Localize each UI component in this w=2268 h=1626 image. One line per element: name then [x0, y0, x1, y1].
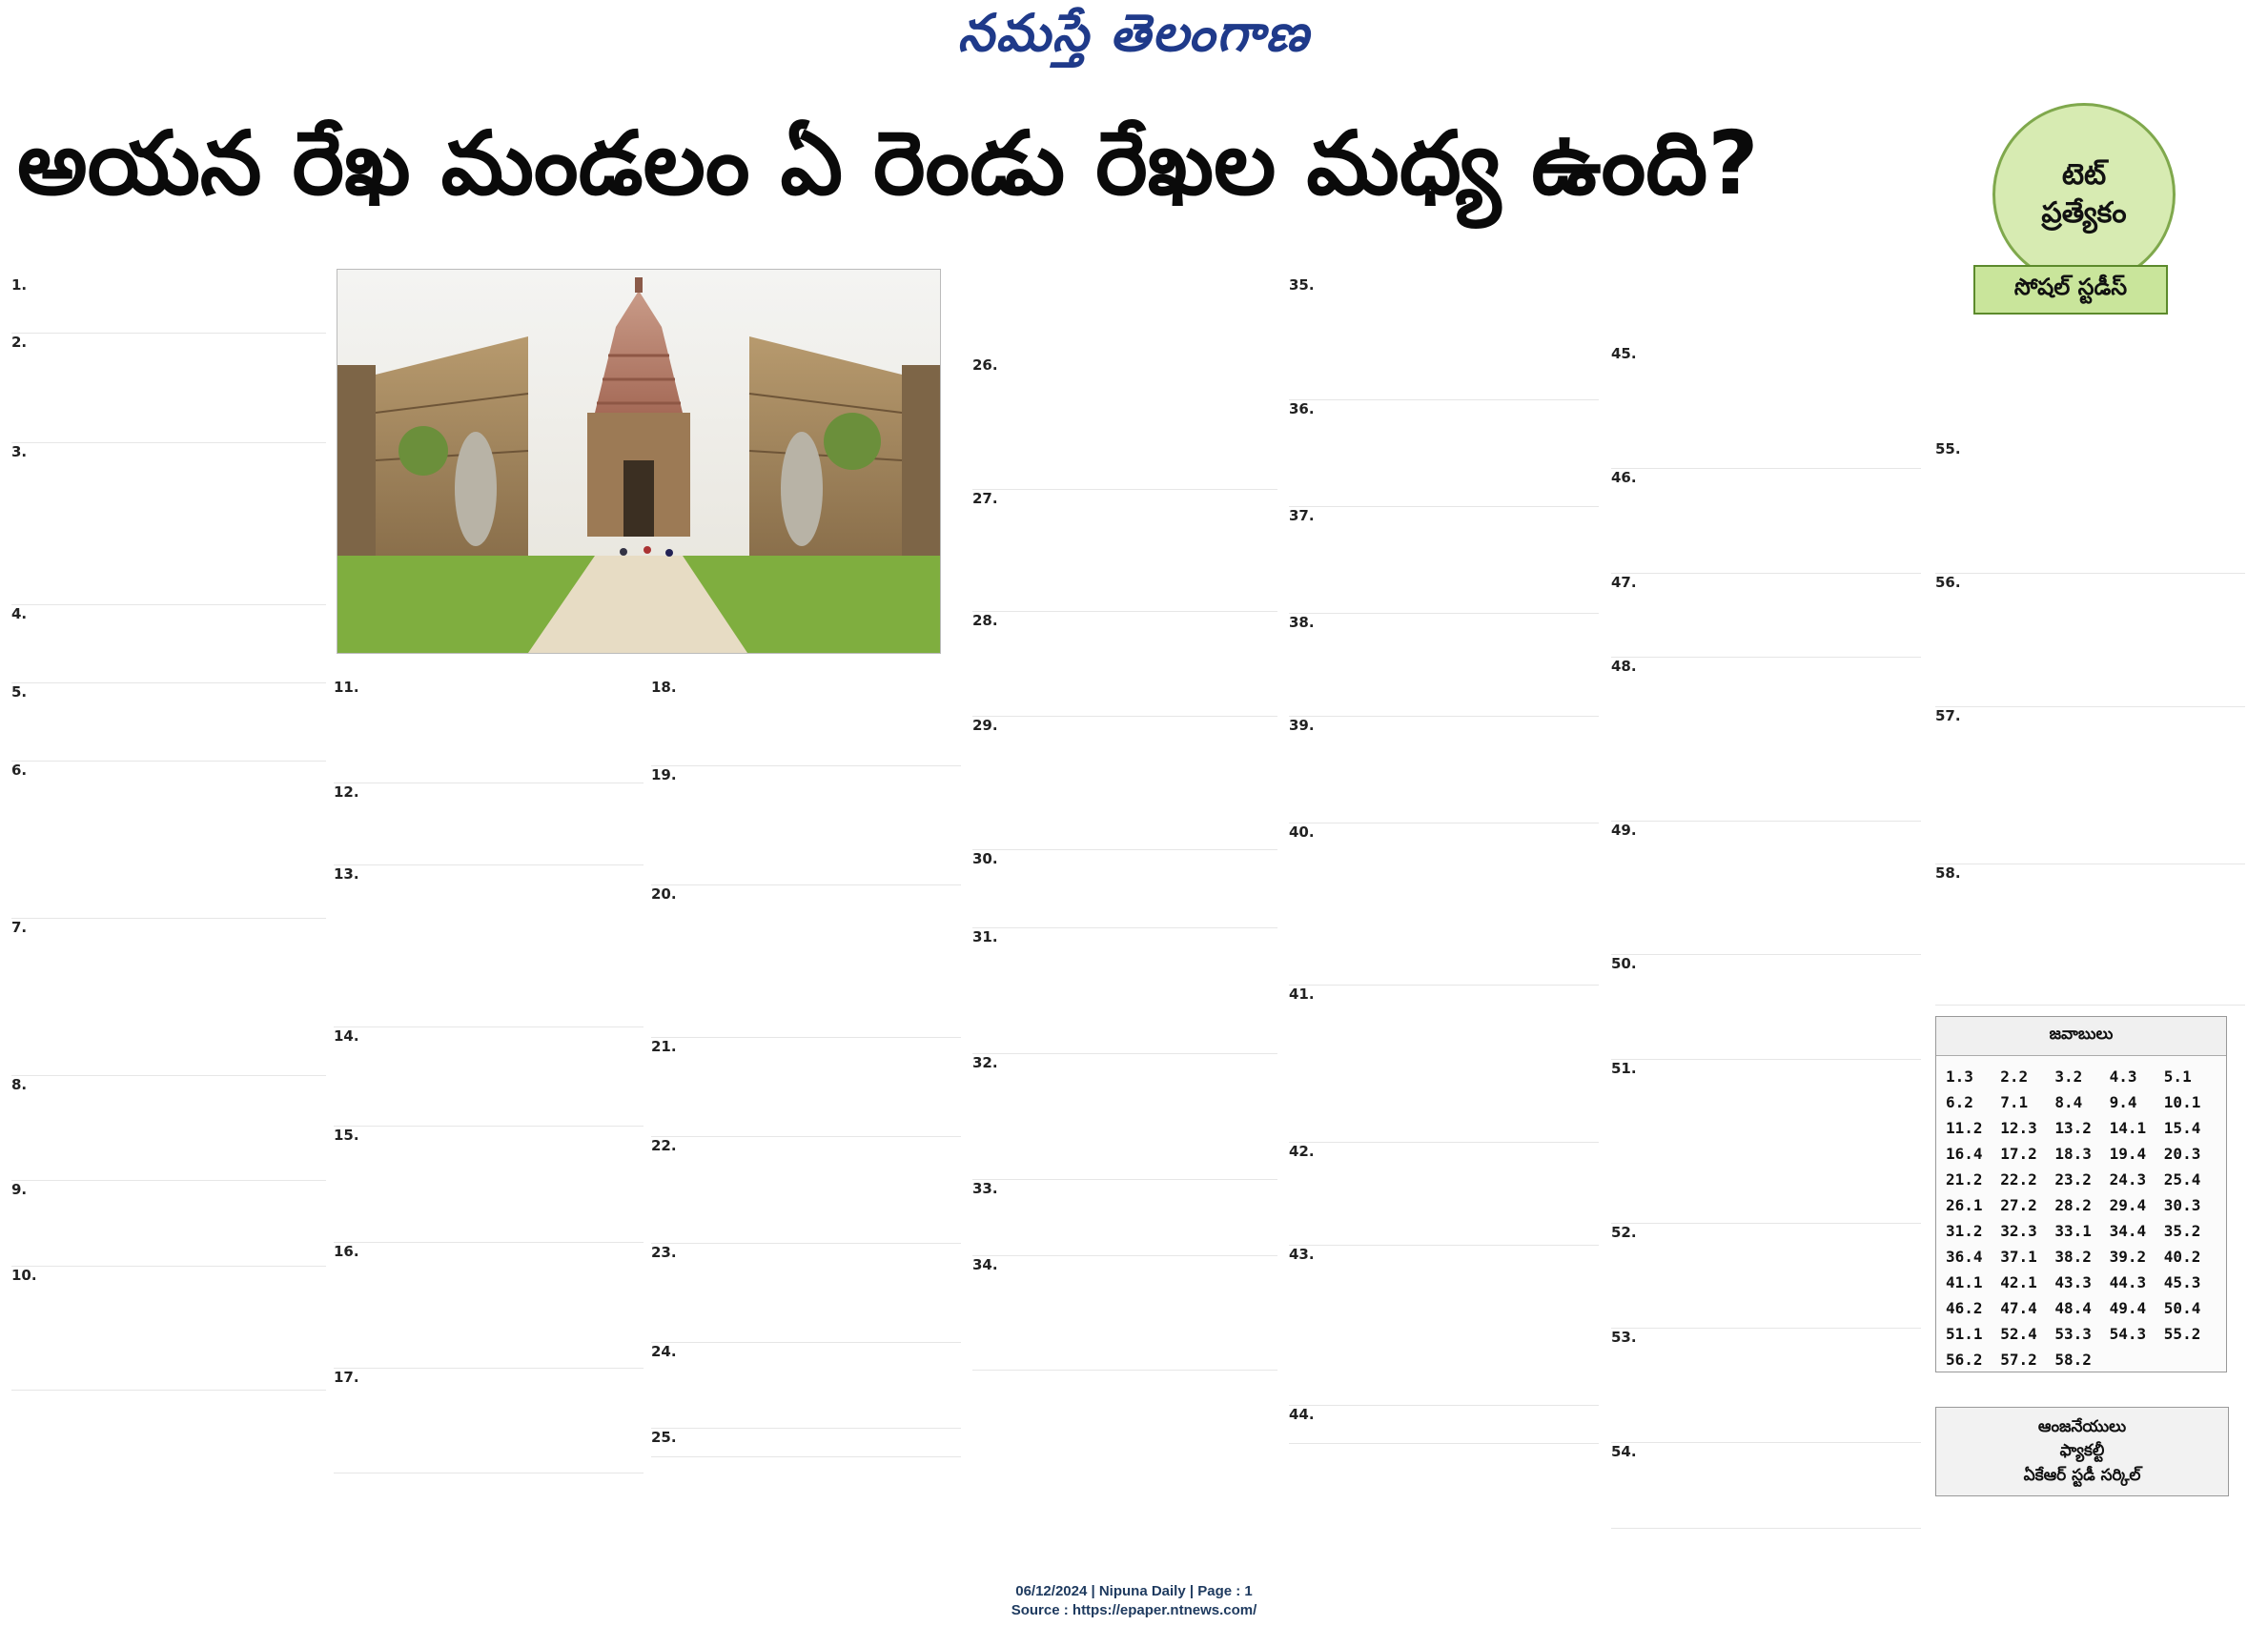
question-item — [1611, 574, 1921, 658]
answer-key-item: 22.2 — [2000, 1170, 2037, 1189]
answer-key-item: 30.3 — [2163, 1196, 2201, 1214]
question-item — [972, 356, 1277, 490]
author-institute: ఏకేఆర్ స్టడీ సర్కిల్ — [2023, 1465, 2141, 1485]
question-number: 24. — [651, 1343, 677, 1360]
question-item — [11, 1267, 326, 1391]
question-item — [1611, 345, 1921, 469]
question-number: 55. — [1935, 440, 1961, 457]
answer-key-item: 28.2 — [2054, 1196, 2092, 1214]
question-item — [1611, 822, 1921, 955]
question-item — [334, 783, 644, 865]
answer-key-item: 17.2 — [2000, 1145, 2037, 1163]
question-number: 9. — [11, 1181, 28, 1198]
question-item — [11, 1076, 326, 1181]
question-item — [334, 679, 644, 783]
question-item — [1289, 1406, 1599, 1444]
question-number: 26. — [972, 356, 998, 374]
answer-key-grid — [1936, 1056, 2226, 1380]
question-item — [11, 762, 326, 919]
answer-key-item: 27.2 — [2000, 1196, 2037, 1214]
questions-column-3 — [651, 679, 961, 1457]
question-item — [1289, 1246, 1599, 1406]
answer-key-item: 24.3 — [2109, 1170, 2147, 1189]
question-number: 25. — [651, 1429, 677, 1446]
answer-key-item: 3.2 — [2054, 1067, 2083, 1086]
answer-key-item: 50.4 — [2163, 1299, 2201, 1317]
answer-key-item: 40.2 — [2163, 1248, 2201, 1266]
answer-key-item: 53.3 — [2054, 1325, 2092, 1343]
question-number: 57. — [1935, 707, 1961, 724]
answer-key-item: 49.4 — [2109, 1299, 2147, 1317]
question-number: 34. — [972, 1256, 998, 1273]
question-item — [651, 885, 961, 1038]
question-number: 3. — [11, 443, 28, 460]
page-footer — [0, 1582, 2268, 1620]
answer-key-item: 54.3 — [2109, 1325, 2147, 1343]
questions-column-2 — [334, 679, 644, 1474]
question-item — [1289, 507, 1599, 614]
question-item — [1611, 955, 1921, 1060]
answer-key-item: 9.4 — [2109, 1093, 2137, 1111]
question-number: 51. — [1611, 1060, 1637, 1077]
badge-line-1: టెట్ — [2061, 157, 2107, 192]
question-number: 50. — [1611, 955, 1637, 972]
question-number: 52. — [1611, 1224, 1637, 1241]
answer-key-item: 56.2 — [1946, 1351, 1983, 1369]
answer-key-item: 13.2 — [2054, 1119, 2092, 1137]
question-item — [1611, 1060, 1921, 1224]
answer-key-item: 4.3 — [2109, 1067, 2137, 1086]
question-number: 28. — [972, 612, 998, 629]
question-item — [11, 683, 326, 762]
answer-key-item: 35.2 — [2163, 1222, 2201, 1240]
answer-key-item: 37.1 — [2000, 1248, 2037, 1266]
question-number: 2. — [11, 334, 28, 351]
question-item — [1935, 864, 2245, 1006]
question-item — [1289, 986, 1599, 1143]
question-number: 44. — [1289, 1406, 1315, 1423]
question-number: 15. — [334, 1127, 359, 1144]
question-number: 37. — [1289, 507, 1315, 524]
question-number: 29. — [972, 717, 998, 734]
question-number: 42. — [1289, 1143, 1315, 1160]
question-number: 46. — [1611, 469, 1637, 486]
question-item — [1289, 1143, 1599, 1246]
question-number: 54. — [1611, 1443, 1637, 1460]
question-item — [972, 850, 1277, 928]
question-number: 22. — [651, 1137, 677, 1154]
answer-key-item: 19.4 — [2109, 1145, 2147, 1163]
answer-key-item: 5.1 — [2163, 1067, 2192, 1086]
question-number: 43. — [1289, 1246, 1315, 1263]
question-number: 45. — [1611, 345, 1637, 362]
answer-key-item: 18.3 — [2054, 1145, 2092, 1163]
question-number: 49. — [1611, 822, 1637, 839]
question-number: 40. — [1289, 823, 1315, 841]
question-number: 13. — [334, 865, 359, 883]
questions-column-5 — [1289, 276, 1599, 1444]
question-item — [651, 1343, 961, 1429]
question-number: 33. — [972, 1180, 998, 1197]
question-item — [1289, 614, 1599, 717]
question-item — [651, 679, 961, 766]
answer-key-item: 51.1 — [1946, 1325, 1983, 1343]
question-item — [651, 1244, 961, 1343]
author-role: ఫ్యాకల్టీ — [2059, 1441, 2105, 1461]
question-item — [972, 612, 1277, 717]
question-number: 16. — [334, 1243, 359, 1260]
question-number: 39. — [1289, 717, 1315, 734]
question-number: 10. — [11, 1267, 37, 1284]
questions-column-1 — [11, 276, 326, 1391]
temple-photo — [337, 269, 941, 654]
answer-key-item: 42.1 — [2000, 1273, 2037, 1291]
answer-key-item: 44.3 — [2109, 1273, 2147, 1291]
answer-key-item: 15.4 — [2163, 1119, 2201, 1137]
question-item — [1611, 1443, 1921, 1529]
answer-key-item: 31.2 — [1946, 1222, 1983, 1240]
questions-column-7 — [1935, 440, 2245, 1006]
answer-key-item: 58.2 — [2054, 1351, 2092, 1369]
question-number: 11. — [334, 679, 359, 696]
question-number: 4. — [11, 605, 28, 622]
question-number: 23. — [651, 1244, 677, 1261]
question-number: 36. — [1289, 400, 1315, 417]
question-number: 21. — [651, 1038, 677, 1055]
footer-date-line: 06/12/2024 | Nipuna Daily | Page : 1 — [1015, 1583, 1253, 1599]
answer-key-item: 16.4 — [1946, 1145, 1983, 1163]
question-number: 31. — [972, 928, 998, 945]
answer-key-item: 23.2 — [2054, 1170, 2092, 1189]
question-number: 12. — [334, 783, 359, 801]
question-number: 41. — [1289, 986, 1315, 1003]
answer-key-item: 10.1 — [2163, 1093, 2201, 1111]
answer-key-item: 47.4 — [2000, 1299, 2037, 1317]
answer-key-item: 41.1 — [1946, 1273, 1983, 1291]
question-item — [334, 1127, 644, 1243]
question-number: 27. — [972, 490, 998, 507]
question-item — [972, 490, 1277, 612]
temple-illustration — [337, 270, 940, 653]
footer-source-line: Source : https://epaper.ntnews.com/ — [1011, 1602, 1257, 1618]
answer-key-item: 57.2 — [2000, 1351, 2037, 1369]
question-item — [334, 1243, 644, 1369]
tet-special-badge — [1992, 103, 2176, 286]
answer-key-item: 26.1 — [1946, 1196, 1983, 1214]
question-item — [11, 919, 326, 1076]
question-number: 48. — [1611, 658, 1637, 675]
question-item — [972, 1054, 1277, 1180]
answer-key-item: 21.2 — [1946, 1170, 1983, 1189]
question-number: 17. — [334, 1369, 359, 1386]
question-number: 20. — [651, 885, 677, 903]
question-item — [651, 1429, 961, 1457]
answer-key-item: 11.2 — [1946, 1119, 1983, 1137]
author-credit — [1935, 1407, 2229, 1496]
page-headline: అయన రేఖ మండలం ఏ రెండు రేఖల మధ్య ఉంది? — [17, 112, 1759, 214]
question-item — [651, 1137, 961, 1244]
answer-key-item: 45.3 — [2163, 1273, 2201, 1291]
answer-key-item: 7.1 — [2000, 1093, 2029, 1111]
question-item — [11, 276, 326, 334]
question-number: 18. — [651, 679, 677, 696]
question-item — [1935, 707, 2245, 864]
answer-key-item: 25.4 — [2163, 1170, 2201, 1189]
question-item — [972, 1256, 1277, 1371]
question-item — [1289, 823, 1599, 986]
question-number: 8. — [11, 1076, 28, 1093]
answer-key-item: 8.4 — [2054, 1093, 2083, 1111]
questions-column-4 — [972, 356, 1277, 1371]
question-item — [334, 1369, 644, 1474]
question-number: 14. — [334, 1027, 359, 1045]
author-name: ఆంజనేయులు — [2037, 1416, 2127, 1436]
answer-key-item: 33.1 — [2054, 1222, 2092, 1240]
question-number: 6. — [11, 762, 28, 779]
question-item — [1611, 658, 1921, 822]
question-number: 1. — [11, 276, 28, 294]
question-item — [1611, 469, 1921, 574]
question-number: 35. — [1289, 276, 1315, 294]
question-item — [1289, 717, 1599, 823]
question-item — [972, 1180, 1277, 1256]
question-item — [651, 1038, 961, 1137]
answer-key-item: 2.2 — [2000, 1067, 2029, 1086]
question-number: 32. — [972, 1054, 998, 1071]
answer-key-item: 6.2 — [1946, 1093, 1973, 1111]
question-item — [11, 334, 326, 443]
question-item — [1935, 440, 2245, 574]
question-item — [334, 865, 644, 1027]
answer-key-item: 29.4 — [2109, 1196, 2147, 1214]
question-number: 5. — [11, 683, 28, 701]
question-number: 19. — [651, 766, 677, 783]
question-item — [972, 928, 1277, 1054]
answer-key-panel — [1935, 1016, 2227, 1372]
answer-key-item: 36.4 — [1946, 1248, 1983, 1266]
question-item — [334, 1027, 644, 1127]
question-number: 47. — [1611, 574, 1637, 591]
masthead-logo: నమస్తే తెలంగాణ — [957, 2, 1311, 63]
question-item — [1289, 276, 1599, 400]
answer-key-item: 38.2 — [2054, 1248, 2092, 1266]
question-number: 38. — [1289, 614, 1315, 631]
answer-key-item: 14.1 — [2109, 1119, 2147, 1137]
badge-line-2: ప్రత్యేకం — [2041, 196, 2127, 230]
answer-key-item: 39.2 — [2109, 1248, 2147, 1266]
question-number: 56. — [1935, 574, 1961, 591]
answer-key-item: 46.2 — [1946, 1299, 1983, 1317]
question-number: 58. — [1935, 864, 1961, 882]
answer-key-item: 32.3 — [2000, 1222, 2037, 1240]
question-item — [11, 605, 326, 683]
question-item — [651, 766, 961, 885]
question-item — [1935, 574, 2245, 707]
question-number: 30. — [972, 850, 998, 867]
answer-key-item: 48.4 — [2054, 1299, 2092, 1317]
question-item — [972, 717, 1277, 850]
question-item — [1611, 1329, 1921, 1443]
answer-key-title: జవాబులు — [1936, 1017, 2226, 1056]
questions-column-6 — [1611, 345, 1921, 1529]
question-number: 53. — [1611, 1329, 1637, 1346]
answer-key-item: 43.3 — [2054, 1273, 2092, 1291]
answer-key-item: 1.3 — [1946, 1067, 1973, 1086]
question-item — [11, 443, 326, 605]
subject-tag: సోషల్ స్టడీస్ — [1973, 265, 2168, 315]
answer-key-item: 52.4 — [2000, 1325, 2037, 1343]
question-item — [11, 1181, 326, 1267]
answer-key-item: 34.4 — [2109, 1222, 2147, 1240]
answer-key-item: 12.3 — [2000, 1119, 2037, 1137]
question-number: 7. — [11, 919, 28, 936]
answer-key-item: 55.2 — [2163, 1325, 2201, 1343]
question-item — [1611, 1224, 1921, 1329]
answer-key-item: 20.3 — [2163, 1145, 2201, 1163]
question-item — [1289, 400, 1599, 507]
